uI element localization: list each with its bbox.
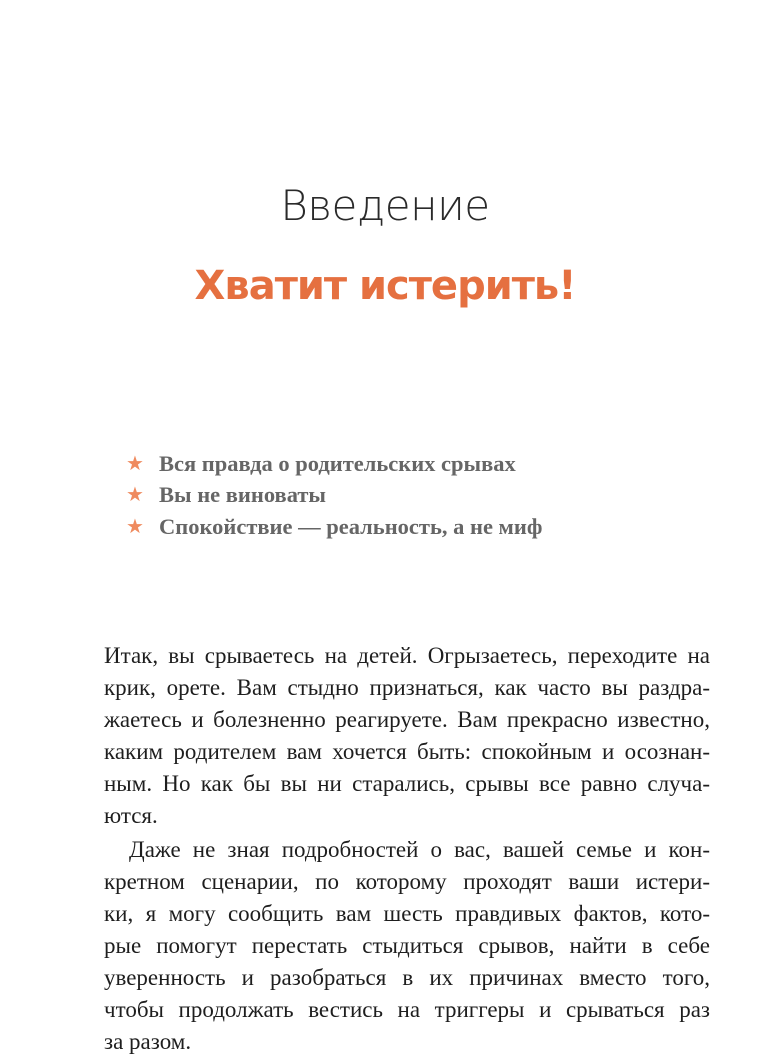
summary-item [126,480,542,512]
summary-item [126,448,542,480]
summary-item-text: Спокойствие — реальность, а не миф [159,513,543,539]
body-text [104,640,710,1058]
text-line: ются. [104,803,158,828]
chapter-title: Хватит истерить! [194,263,576,309]
text-line: ным. Но как бы вы ни старались, срывы все равно случа- [104,771,710,796]
text-line: за разом. [104,1029,192,1054]
text-line: крик, орете. Вам стыдно признаться, как часто вы раздра- [104,675,710,700]
summary-item [126,511,542,543]
paragraph-2 [104,834,710,1058]
text-line: Даже не зная подробностей о вас, вашей семье и кон- [129,837,710,862]
star-icon: ★ [126,513,144,538]
text-line: ки, я могу сообщить вам шесть правдивых фактов, кото- [104,901,710,926]
text-line: уверенность и разобраться в их причинах вместо того, [104,965,710,990]
text-line: чтобы продолжать вестись на триггеры и срываться раз [104,997,710,1022]
chapter-summary-list [126,448,542,543]
text-line: каким родителем вам хочется быть: спокойным и осознан- [104,739,710,764]
star-icon: ★ [126,450,144,475]
summary-item-text: Вы не виноваты [159,482,326,508]
text-line: жаетесь и болезненно реагируете. Вам прекрасно известно, [104,707,710,732]
chapter-label: Введение [280,181,490,230]
text-line: рые помогут перестать стыдиться срывов, найти в себе [104,933,710,958]
text-line: Итак, вы срываетесь на детей. Огрызаетесь, переходите на [104,643,710,668]
paragraph-1 [104,640,710,832]
text-line: кретном сценарии, по которому проходят ваши истери- [104,869,710,894]
star-icon: ★ [126,482,144,507]
summary-item-text: Вся правда о родительских срывах [159,450,516,476]
